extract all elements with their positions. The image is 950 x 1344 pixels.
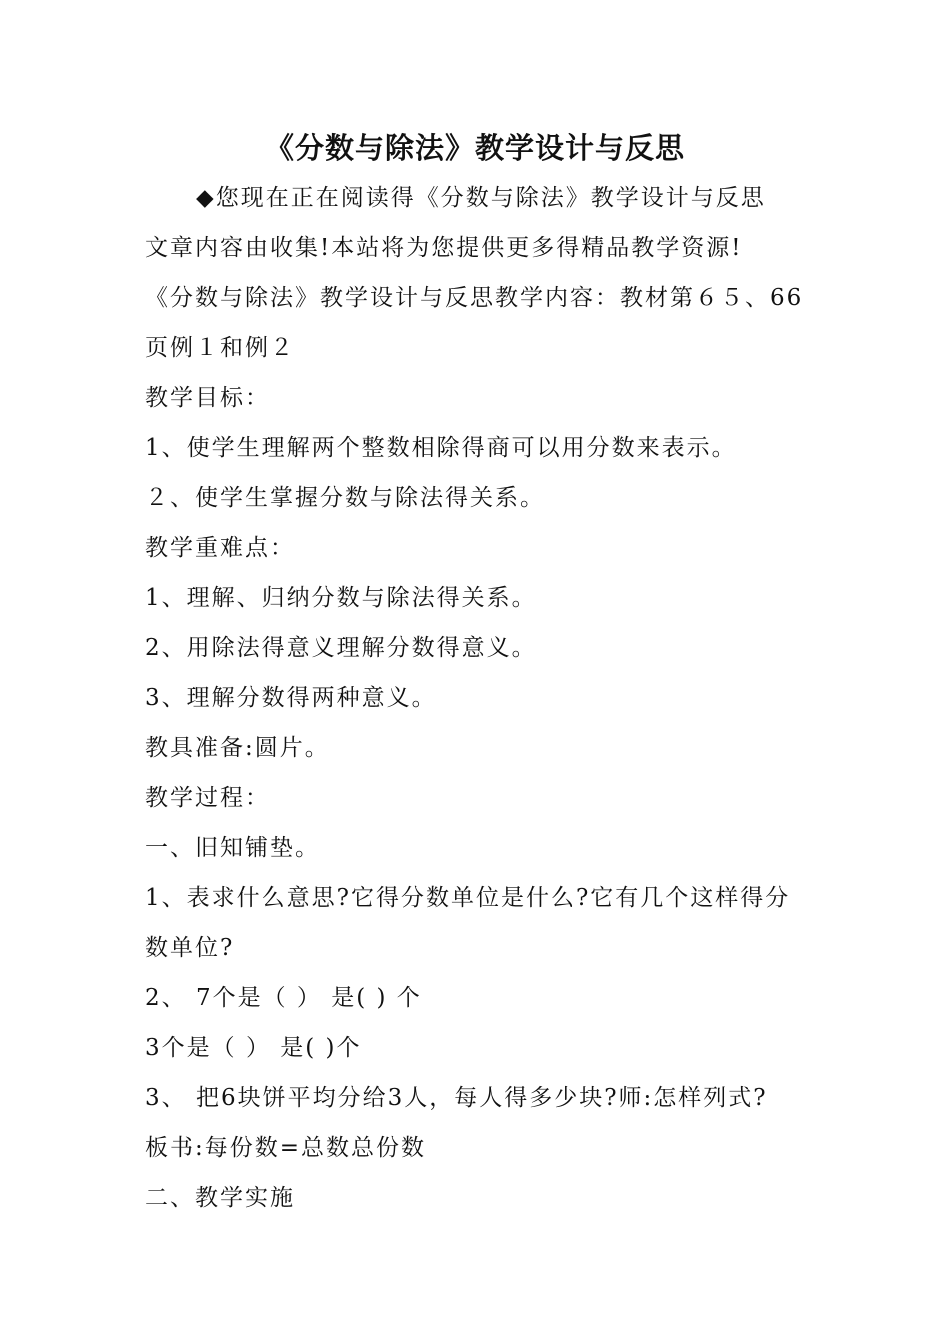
objective-item: ２、使学生掌握分数与除法得关系。: [145, 485, 545, 511]
board-writing-line: 板书:每份数=总数总份数: [145, 1135, 427, 1161]
section-heading-process: 教学过程：: [145, 785, 270, 811]
teaching-aids-line: 教具准备:圆片。: [145, 735, 330, 761]
teaching-content-line: 《分数与除法》教学设计与反思教学内容：教材第６５、66: [145, 285, 804, 311]
intro-line: ◆您现在正在阅读得《分数与除法》教学设计与反思: [196, 185, 766, 211]
process-item: 2、 7个是（ ） 是( ) 个: [145, 985, 422, 1011]
document-title: 《分数与除法》教学设计与反思: [264, 131, 685, 165]
key-point-item: 3、理解分数得两种意义。: [145, 685, 437, 711]
section-heading-objectives: 教学目标：: [145, 385, 270, 411]
process-item-continued: 3个是（ ） 是( )个: [145, 1035, 362, 1061]
subsection-heading: 二、教学实施: [145, 1185, 295, 1211]
teaching-content-continued: 页例１和例２: [145, 335, 295, 361]
section-heading-key-points: 教学重难点：: [145, 535, 295, 561]
process-item-continued: 数单位?: [145, 935, 235, 961]
intro-line-continued: 文章内容由收集!本站将为您提供更多得精品教学资源!: [145, 235, 743, 261]
key-point-item: 2、用除法得意义理解分数得意义。: [145, 635, 537, 661]
process-item: 1、表求什么意思?它得分数单位是什么?它有几个这样得分: [145, 885, 791, 911]
subsection-heading: 一、旧知铺垫。: [145, 835, 320, 861]
process-item: 3、 把6块饼平均分给3人，每人得多少块?师:怎样列式?: [145, 1085, 768, 1111]
key-point-item: 1、理解、归纳分数与除法得关系。: [145, 585, 537, 611]
objective-item: 1、使学生理解两个整数相除得商可以用分数来表示。: [145, 435, 737, 461]
